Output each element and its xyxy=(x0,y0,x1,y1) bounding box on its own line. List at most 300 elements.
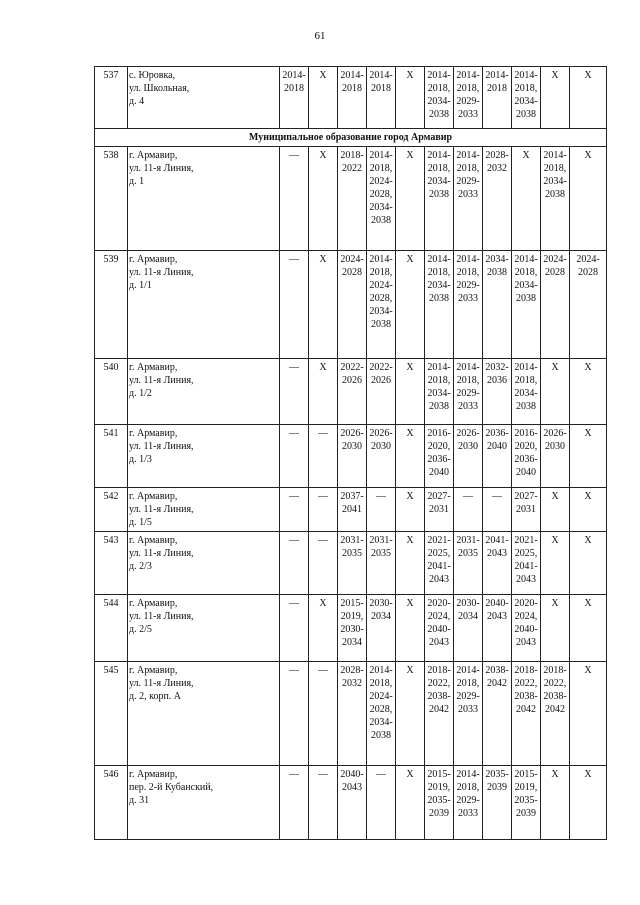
cell-line: ул. 11-я Линия, xyxy=(129,678,194,689)
cell-line: 2038 xyxy=(429,401,449,412)
cell-line: 2021- xyxy=(514,535,538,546)
cell-line: 2034- xyxy=(427,176,451,187)
cell-line: Х xyxy=(406,769,414,780)
period-cell xyxy=(483,595,512,662)
cell-line: 2029- xyxy=(456,280,480,291)
cell-line: 2018 xyxy=(342,83,362,94)
cell-line: 2018, xyxy=(514,83,538,94)
table-row xyxy=(95,359,607,425)
cell-line: 2030 xyxy=(342,441,362,452)
cell-line: 2041- xyxy=(514,561,538,572)
period-cell xyxy=(570,147,607,251)
cell-line: 2024- xyxy=(369,280,393,291)
cell-line: 2014- xyxy=(369,254,393,265)
row-number: 537 xyxy=(95,67,128,129)
cell-line: Х xyxy=(551,769,559,780)
cell-line: Х xyxy=(584,362,592,373)
cell-line: 2042 xyxy=(545,704,565,715)
cell-line: 2034- xyxy=(514,96,538,107)
cell-line: 2018- xyxy=(427,665,451,676)
cell-line: ул. 11-я Линия, xyxy=(129,375,194,386)
period-cell xyxy=(425,488,454,532)
address-cell xyxy=(128,251,280,359)
period-cell xyxy=(367,488,396,532)
cell-line: 2018, xyxy=(456,678,480,689)
period-cell xyxy=(512,662,541,766)
cell-line: — xyxy=(289,150,299,161)
cell-line: Х xyxy=(584,70,592,81)
period-cell xyxy=(425,425,454,488)
cell-line: ул. Школьная, xyxy=(129,83,190,94)
cell-line: 2018- xyxy=(543,665,567,676)
cell-line: 2030 xyxy=(458,441,478,452)
cell-line: 2016- xyxy=(427,428,451,439)
cell-line: Х xyxy=(551,535,559,546)
cell-line: 2020- xyxy=(427,598,451,609)
cell-line: Х xyxy=(406,254,414,265)
cell-line: 2040- xyxy=(427,624,451,635)
row-number: 541 xyxy=(95,425,128,488)
cell-line: 2034- xyxy=(369,202,393,213)
row-number: 546 xyxy=(95,766,128,840)
cell-line: 2030- xyxy=(369,598,393,609)
cell-line: 2014- xyxy=(456,254,480,265)
cell-line: д. 4 xyxy=(129,96,145,107)
cell-line: 2020, xyxy=(514,441,538,452)
cell-line: г. Армавир, xyxy=(129,665,178,676)
cell-line: 2034 xyxy=(458,611,478,622)
cell-line: д. 1/1 xyxy=(129,280,152,291)
cell-line: Х xyxy=(406,491,414,502)
cell-line: 2024- xyxy=(369,176,393,187)
cell-line: 2014- xyxy=(369,150,393,161)
period-cell xyxy=(280,425,309,488)
cell-line: Х xyxy=(319,362,327,373)
cell-line: — xyxy=(376,769,386,780)
period-cell xyxy=(541,766,570,840)
row-number: 539 xyxy=(95,251,128,359)
cell-line: 2035- xyxy=(485,769,509,780)
period-cell xyxy=(338,766,367,840)
period-cell xyxy=(280,488,309,532)
cell-line: 2034 xyxy=(371,611,391,622)
period-cell xyxy=(483,67,512,129)
period-cell xyxy=(338,147,367,251)
cell-line: 2026- xyxy=(543,428,567,439)
cell-line: 2036- xyxy=(514,454,538,465)
cell-line: 2018, xyxy=(456,83,480,94)
table-row xyxy=(95,766,607,840)
period-cell xyxy=(396,251,425,359)
cell-line: 2031 xyxy=(516,504,536,515)
period-cell xyxy=(483,488,512,532)
address-cell xyxy=(128,67,280,129)
housing-schedule-table xyxy=(94,66,607,840)
row-number: 543 xyxy=(95,532,128,595)
period-cell xyxy=(309,251,338,359)
cell-line: 2014- xyxy=(456,150,480,161)
cell-line: д. 2/3 xyxy=(129,561,152,572)
cell-line: 2036- xyxy=(427,454,451,465)
cell-line: пер. 2-й Кубанский, xyxy=(129,782,214,793)
period-cell xyxy=(454,67,483,129)
period-cell xyxy=(512,147,541,251)
cell-line: 2014- xyxy=(427,362,451,373)
cell-line: 2033 xyxy=(458,109,478,120)
address-cell xyxy=(128,147,280,251)
cell-line: — xyxy=(289,769,299,780)
cell-line: 2043 xyxy=(487,611,507,622)
period-cell xyxy=(570,425,607,488)
period-cell xyxy=(425,595,454,662)
cell-line: 2029- xyxy=(456,388,480,399)
cell-line: 2018, xyxy=(543,163,567,174)
cell-line: — xyxy=(492,491,502,502)
cell-line: 2031- xyxy=(340,535,364,546)
cell-line: 2022, xyxy=(543,678,567,689)
period-cell xyxy=(338,67,367,129)
cell-line: 2018, xyxy=(427,267,451,278)
cell-line: 2040 xyxy=(516,467,536,478)
cell-line: Х xyxy=(584,535,592,546)
period-cell xyxy=(454,595,483,662)
period-cell xyxy=(367,425,396,488)
cell-line: 2038 xyxy=(516,293,536,304)
cell-line: — xyxy=(289,535,299,546)
cell-line: ул. 11-я Линия, xyxy=(129,611,194,622)
cell-line: 2018, xyxy=(456,163,480,174)
address-cell xyxy=(128,425,280,488)
cell-line: д. 1/5 xyxy=(129,517,152,528)
cell-line: 2031 xyxy=(429,504,449,515)
cell-line: 2042 xyxy=(429,704,449,715)
cell-line: — xyxy=(289,598,299,609)
cell-line: Х xyxy=(522,150,530,161)
cell-line: Х xyxy=(584,598,592,609)
period-cell xyxy=(396,595,425,662)
cell-line: 2027- xyxy=(427,491,451,502)
cell-line: Х xyxy=(319,598,327,609)
cell-line: 2018, xyxy=(427,83,451,94)
period-cell xyxy=(541,147,570,251)
period-cell xyxy=(367,595,396,662)
cell-line: 2038 xyxy=(371,319,391,330)
cell-line: 2018, xyxy=(427,375,451,386)
cell-line: 2043 xyxy=(429,574,449,585)
cell-line: 2038 xyxy=(429,293,449,304)
cell-line: Х xyxy=(406,598,414,609)
cell-line: 2022, xyxy=(427,678,451,689)
cell-line: 2038 xyxy=(487,267,507,278)
period-cell xyxy=(512,425,541,488)
period-cell xyxy=(570,766,607,840)
table-row xyxy=(95,147,607,251)
period-cell xyxy=(454,532,483,595)
cell-line: ул. 11-я Линия, xyxy=(129,267,194,278)
cell-line: Х xyxy=(551,491,559,502)
cell-line: 2024, xyxy=(427,611,451,622)
cell-line: 2014- xyxy=(514,70,538,81)
cell-line: — xyxy=(463,491,473,502)
cell-line: 2014- xyxy=(543,150,567,161)
cell-line: Х xyxy=(406,665,414,676)
cell-line: Х xyxy=(406,428,414,439)
period-cell xyxy=(541,532,570,595)
period-cell xyxy=(512,488,541,532)
cell-line: 2038 xyxy=(371,215,391,226)
cell-line: 2040- xyxy=(340,769,364,780)
cell-line: 2026- xyxy=(369,428,393,439)
cell-line: д. 1/2 xyxy=(129,388,152,399)
cell-line: 2031- xyxy=(369,535,393,546)
period-cell xyxy=(338,425,367,488)
table-row xyxy=(95,595,607,662)
period-cell xyxy=(454,251,483,359)
period-cell xyxy=(570,251,607,359)
cell-line: Х xyxy=(551,70,559,81)
period-cell xyxy=(367,532,396,595)
cell-line: 2037- xyxy=(340,491,364,502)
period-cell xyxy=(483,662,512,766)
cell-line: г. Армавир, xyxy=(129,428,178,439)
cell-line: 2040- xyxy=(514,624,538,635)
cell-line: ул. 11-я Линия, xyxy=(129,163,194,174)
cell-line: с. Юровка, xyxy=(129,70,176,81)
period-cell xyxy=(280,251,309,359)
period-cell xyxy=(367,67,396,129)
cell-line: 2022 xyxy=(342,163,362,174)
cell-line: 2014- xyxy=(485,70,509,81)
cell-line: 2034- xyxy=(427,388,451,399)
table-row xyxy=(95,251,607,359)
cell-line: 2035- xyxy=(427,795,451,806)
cell-line: 2025, xyxy=(514,548,538,559)
row-number: 545 xyxy=(95,662,128,766)
cell-line: 2015- xyxy=(340,598,364,609)
period-cell xyxy=(338,532,367,595)
cell-line: г. Армавир, xyxy=(129,535,178,546)
cell-line: 2024- xyxy=(543,254,567,265)
cell-line: — xyxy=(318,665,328,676)
cell-line: д. 31 xyxy=(129,795,150,806)
cell-line: 2027- xyxy=(514,491,538,502)
cell-line: 2016- xyxy=(514,428,538,439)
period-cell xyxy=(570,67,607,129)
cell-line: 2032 xyxy=(487,163,507,174)
period-cell xyxy=(367,251,396,359)
row-number: 542 xyxy=(95,488,128,532)
cell-line: 2041 xyxy=(342,504,362,515)
cell-line: 2043 xyxy=(516,637,536,648)
period-cell xyxy=(483,425,512,488)
period-cell xyxy=(541,359,570,425)
cell-line: Х xyxy=(584,491,592,502)
address-cell xyxy=(128,488,280,532)
period-cell xyxy=(570,532,607,595)
cell-line: 2040 xyxy=(429,467,449,478)
cell-line: 2040 xyxy=(487,441,507,452)
period-cell xyxy=(454,766,483,840)
period-cell xyxy=(454,359,483,425)
period-cell xyxy=(425,662,454,766)
cell-line: Х xyxy=(406,362,414,373)
cell-line: 2028, xyxy=(369,293,393,304)
cell-line: 2014- xyxy=(427,150,451,161)
cell-line: — xyxy=(289,665,299,676)
cell-line: 2033 xyxy=(458,704,478,715)
period-cell xyxy=(309,595,338,662)
table-row xyxy=(95,488,607,532)
period-cell xyxy=(512,595,541,662)
cell-line: Х xyxy=(406,70,414,81)
cell-line: д. 2, корп. А xyxy=(129,691,182,702)
cell-line: 2039 xyxy=(516,808,536,819)
row-number: 540 xyxy=(95,359,128,425)
cell-line: 2038 xyxy=(429,109,449,120)
period-cell xyxy=(338,488,367,532)
cell-line: 2030 xyxy=(371,441,391,452)
period-cell xyxy=(280,67,309,129)
cell-line: 2019, xyxy=(427,782,451,793)
cell-line: 2032 xyxy=(342,678,362,689)
cell-line: 2033 xyxy=(458,401,478,412)
cell-line: 2035 xyxy=(371,548,391,559)
period-cell xyxy=(425,766,454,840)
period-cell xyxy=(454,488,483,532)
period-cell xyxy=(541,67,570,129)
cell-line: 2034- xyxy=(369,306,393,317)
cell-line: 2024- xyxy=(369,691,393,702)
cell-line: 2018, xyxy=(456,782,480,793)
cell-line: 2018, xyxy=(369,163,393,174)
period-cell xyxy=(309,359,338,425)
cell-line: — xyxy=(318,535,328,546)
cell-line: 2035 xyxy=(342,548,362,559)
period-cell xyxy=(396,766,425,840)
cell-line: — xyxy=(318,428,328,439)
cell-line: 2033 xyxy=(458,189,478,200)
cell-line: 2035- xyxy=(514,795,538,806)
cell-line: 2018, xyxy=(514,267,538,278)
cell-line: 2034- xyxy=(427,96,451,107)
cell-line: 2014- xyxy=(456,362,480,373)
row-number: 544 xyxy=(95,595,128,662)
cell-line: Х xyxy=(584,769,592,780)
cell-line: Х xyxy=(551,362,559,373)
period-cell xyxy=(309,766,338,840)
cell-line: 2038 xyxy=(371,730,391,741)
cell-line: 2028 xyxy=(342,267,362,278)
cell-line: г. Армавир, xyxy=(129,769,178,780)
period-cell xyxy=(570,359,607,425)
table-row xyxy=(95,662,607,766)
address-cell xyxy=(128,532,280,595)
cell-line: — xyxy=(289,254,299,265)
cell-line: 2018 xyxy=(487,83,507,94)
period-cell xyxy=(280,359,309,425)
period-cell xyxy=(541,595,570,662)
cell-line: 2043 xyxy=(516,574,536,585)
cell-line: 2014- xyxy=(427,70,451,81)
cell-line: 2018, xyxy=(456,267,480,278)
period-cell xyxy=(512,532,541,595)
period-cell xyxy=(570,488,607,532)
cell-line: 2026 xyxy=(371,375,391,386)
cell-line: 2038- xyxy=(543,691,567,702)
period-cell xyxy=(425,532,454,595)
period-cell xyxy=(483,251,512,359)
cell-line: 2015- xyxy=(427,769,451,780)
cell-line: Х xyxy=(319,150,327,161)
cell-line: 2036- xyxy=(485,428,509,439)
cell-line: 2030- xyxy=(340,624,364,635)
cell-line: 2014- xyxy=(456,70,480,81)
period-cell xyxy=(512,766,541,840)
period-cell xyxy=(396,488,425,532)
cell-line: 2014- xyxy=(369,665,393,676)
cell-line: 2034- xyxy=(514,388,538,399)
cell-line: г. Армавир, xyxy=(129,362,178,373)
cell-line: 2018, xyxy=(369,267,393,278)
cell-line: 2028, xyxy=(369,189,393,200)
cell-line: 2014- xyxy=(340,70,364,81)
cell-line: 2019, xyxy=(514,782,538,793)
cell-line: 2029- xyxy=(456,795,480,806)
period-cell xyxy=(512,251,541,359)
cell-line: 2024, xyxy=(514,611,538,622)
cell-line: 2043 xyxy=(429,637,449,648)
cell-line: 2034- xyxy=(514,280,538,291)
table-row xyxy=(95,532,607,595)
period-cell xyxy=(280,595,309,662)
cell-line: 2014- xyxy=(456,665,480,676)
period-cell xyxy=(280,532,309,595)
period-cell xyxy=(367,359,396,425)
period-cell xyxy=(512,67,541,129)
period-cell xyxy=(454,662,483,766)
row-number: 538 xyxy=(95,147,128,251)
period-cell xyxy=(396,147,425,251)
cell-line: г. Армавир, xyxy=(129,598,178,609)
cell-line: 2035 xyxy=(458,548,478,559)
cell-line: — xyxy=(289,362,299,373)
cell-line: 2018- xyxy=(514,665,538,676)
cell-line: 2029- xyxy=(456,691,480,702)
cell-line: 2029- xyxy=(456,176,480,187)
cell-line: 2028- xyxy=(485,150,509,161)
period-cell xyxy=(483,766,512,840)
cell-line: Х xyxy=(406,535,414,546)
period-cell xyxy=(570,662,607,766)
period-cell xyxy=(396,67,425,129)
cell-line: д. 2/5 xyxy=(129,624,152,635)
period-cell xyxy=(541,488,570,532)
period-cell xyxy=(396,662,425,766)
cell-line: 2014- xyxy=(514,362,538,373)
cell-line: 2028 xyxy=(545,267,565,278)
period-cell xyxy=(396,359,425,425)
period-cell xyxy=(454,425,483,488)
cell-line: 2038- xyxy=(514,691,538,702)
period-cell xyxy=(512,359,541,425)
page-number: 61 xyxy=(314,30,326,42)
cell-line: 2018, xyxy=(427,163,451,174)
period-cell xyxy=(396,532,425,595)
period-cell xyxy=(280,147,309,251)
cell-line: 2038 xyxy=(516,109,536,120)
period-cell xyxy=(570,595,607,662)
cell-line: 2036 xyxy=(487,375,507,386)
